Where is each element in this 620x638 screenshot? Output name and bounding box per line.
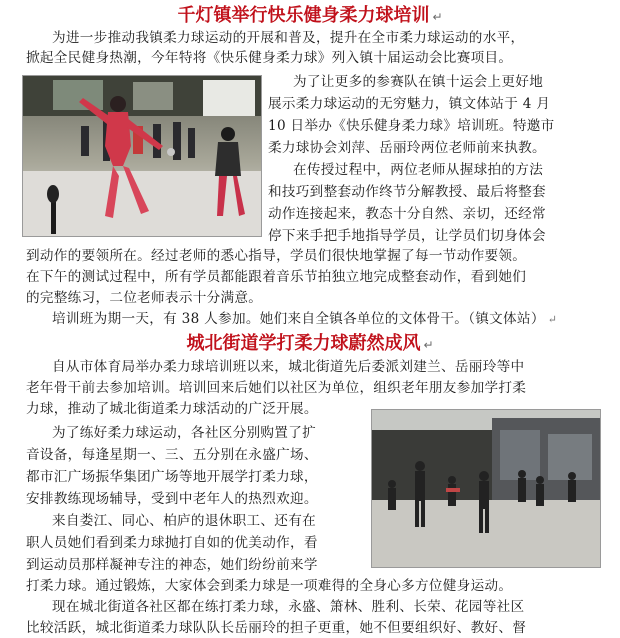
article2-line: 打柔力球。通过锻炼，大家体会到柔力球是一项难得的全身心多方位健身运动。 (26, 578, 513, 594)
article1-line: 柔力球协会刘萍、岳丽玲两位老师前来执教。 (268, 140, 546, 156)
article1-line: 停下来手把手地指导学员，让学员们切身体会 (268, 228, 546, 244)
article1-line: 到动作的要领所在。经过老师的悉心指导，学员们很快地掌握了每一节动作要领。 (26, 248, 527, 264)
article2-line: 都市汇广场振华集团广场等地开展学打柔力球， (26, 469, 318, 485)
article2-line: 老年骨干前去参加培训。培训回来后她们以社区为单位，组织老年朋友参加学打柔 (26, 380, 527, 396)
article1-line: 10 日举办《快乐健身柔力球》培训班。特邀市 (268, 118, 555, 134)
article1-line: 的完整练习，二位老师表示十分满意。 (26, 290, 263, 306)
article1-line: 展示柔力球运动的无穷魅力，镇文体站于 4 月 (268, 96, 551, 112)
indoor-training-photo (22, 75, 262, 237)
article2-line: 现在城北街道各社区都在练打柔力球，永盛、箫林、胜利、长荣、花园等社区 (52, 599, 525, 615)
article1-line: 和技巧到整套动作终节分解教授、最后将整套 (268, 184, 546, 200)
article2-title: 城北街道学打柔力球蔚然成风 ↵ (186, 333, 434, 354)
article1-line: 在传授过程中，两位老师从握球拍的方法 (293, 162, 544, 178)
article1-line: 培训班为期一天，有 38 人参加。她们来自全镇各单位的文体骨干。（镇文体站） ↵ (52, 311, 558, 327)
article2-line: 为了练好柔力球运动，各社区分别购置了扩 (52, 425, 316, 441)
article1-line: 在下午的测试过程中，所有学员都能跟着音乐节拍独立地完成整套动作，看到她们 (26, 269, 527, 285)
article2-line: 自从市体育局举办柔力球培训班以来，城北街道先后委派刘建兰、岳丽玲等中 (52, 359, 525, 375)
article2-line: 比较活跃，城北街道柔力球队队长岳丽玲的担子更重，她不但要组织好、教好、督 (26, 620, 527, 636)
article2-line: 职人员她们看到柔力球抛打自如的优美动作，看 (26, 535, 318, 551)
article1-line: 为进一步推动我镇柔力球运动的开展和普及，提升在全市柔力球运动的水平， (52, 30, 525, 46)
article2-line: 音设备，每逢星期一、三、五分别在永盛广场、 (26, 447, 318, 463)
article1-line: 为了让更多的参赛队在镇十运会上更好地 (293, 74, 544, 90)
article1-title: 千灯镇举行快乐健身柔力球培训 ↵ (177, 5, 443, 26)
article2-line: 到运动员那样凝神专注的神态，她们纷纷前来学 (26, 557, 318, 573)
outdoor-plaza-photo (371, 409, 601, 568)
article1-line: 动作连接起来，教态十分自然、亲切，还经常 (268, 206, 546, 222)
article2-line: 力球，推动了城北街道柔力球活动的广泛开展。 (26, 401, 318, 417)
article1-line: 掀起全民健身热潮，今年特将《快乐健身柔力球》列入镇十届运动会比赛项目。 (26, 50, 513, 66)
article2-line: 安排教练现场辅导，受到中老年人的热烈欢迎。 (26, 491, 318, 507)
article2-line: 来自娄江、同心、柏庐的退休职工、还有在 (52, 513, 316, 529)
